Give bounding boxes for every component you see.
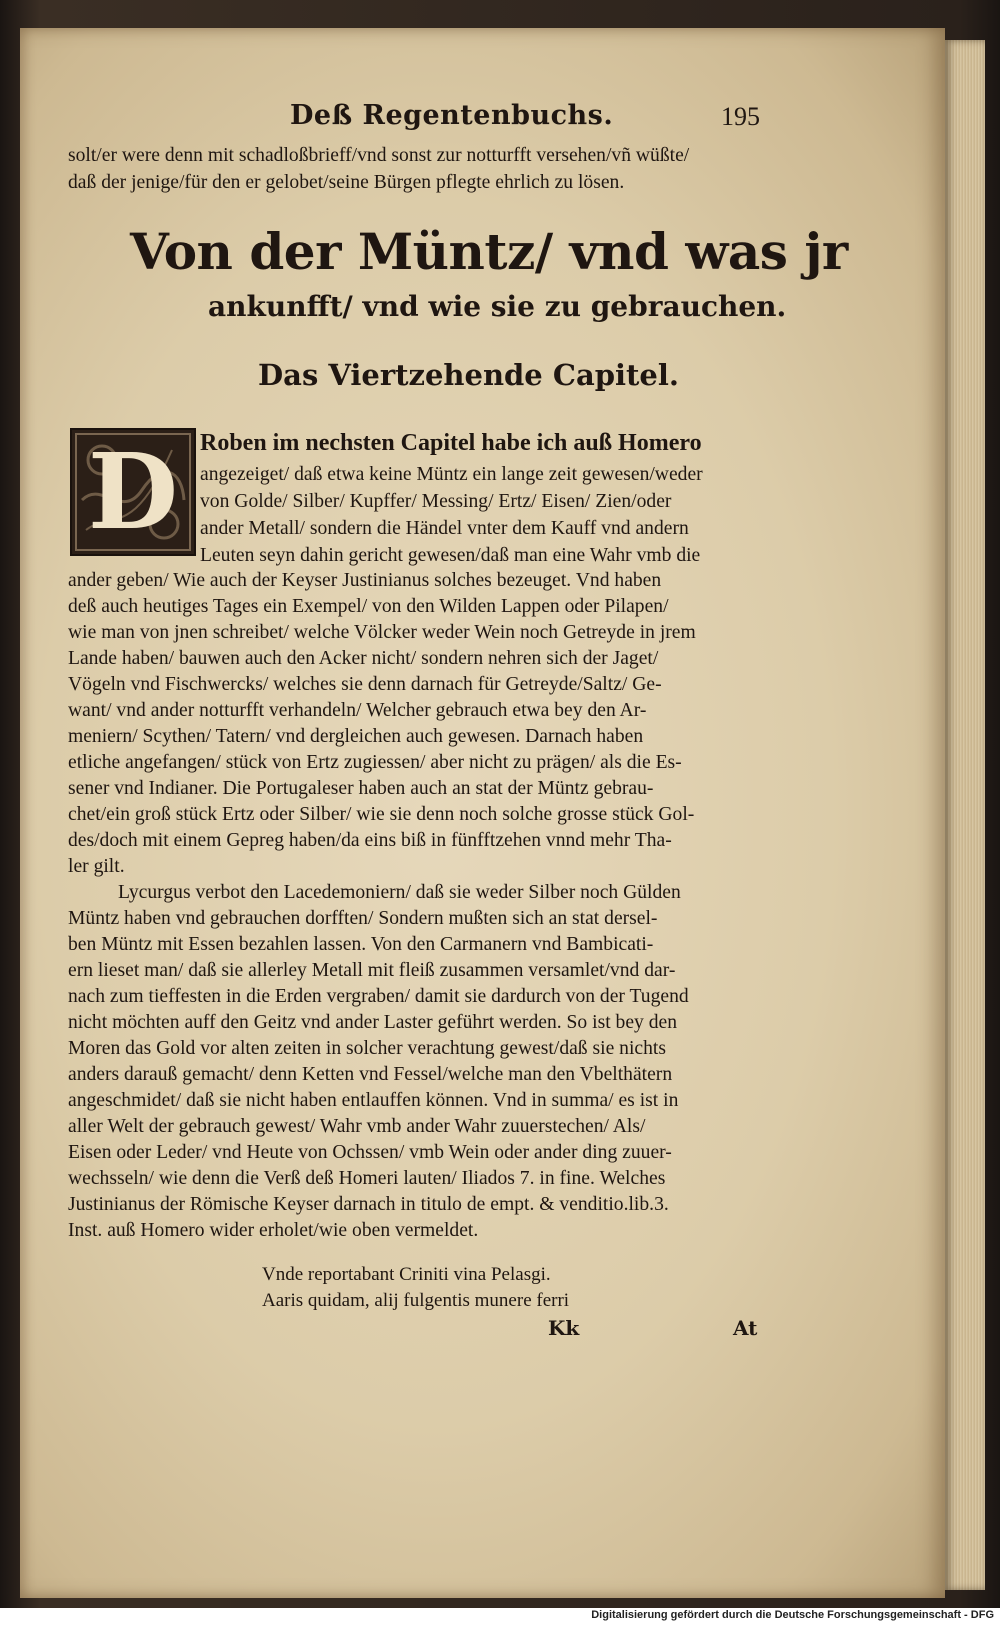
body-line: des/doch mit einem Gepreg haben/da eins biß in fünfftzehen vnnd mehr Tha- [68,830,672,851]
decorated-initial [70,428,196,556]
body-line: deß auch heutiges Tages ein Exempel/ von den Wilden Lappen oder Pilapen/ [68,596,669,617]
body-line: ben Müntz mit Essen bezahlen lassen. Von den Carmanern vnd Bambicati- [68,934,654,955]
running-header [290,100,760,140]
body-line: chet/ein groß stück Ertz oder Silber/ wie sie denn noch solche grosse stück Gol- [68,804,695,825]
body-line: ander geben/ Wie auch der Keyser Justinianus solches bezeuget. Vnd haben [68,570,662,591]
body-line: Leuten seyn dahin gericht gewesen/daß man eine Wahr vmb die [200,545,701,566]
page-edges [945,40,985,1590]
body-line: aller Welt der gebrauch gewest/ Wahr vmb ander Wahr zuuerstechen/ Als/ [68,1116,646,1137]
body-line: Vögeln vnd Fischwercks/ welches sie denn darnach für Getreyde/Saltz/ Ge- [68,674,662,695]
body-line: Lande haben/ bauwen auch den Acker nicht/ sondern nehren sich der Jaget/ [68,648,659,669]
latin-verse-line: Aaris quidam, alij fulgentis munere ferri [262,1290,570,1311]
running-title: Deß Regentenbuchs. [290,100,614,131]
initial-letter: D [87,430,179,553]
body-line: von Golde/ Silber/ Kupffer/ Messing/ Ertz/ Eisen/ Zien/oder [200,491,672,512]
body-line: ander Metall/ sondern die Händel vnter dem Kauff vnd andern [200,518,689,539]
intro-line: daß der jenige/für den er gelobet/seine Bürgen pflegte ehrlich zu lösen. [68,172,625,193]
body-line: etliche angefangen/ stück von Ertz zugiessen/ aber nicht zu prägen/ als die Es- [68,752,682,773]
body-line: meniern/ Scythen/ Tatern/ vnd dergleichen auch gewesen. Darnach haben [68,726,644,747]
latin-verse-line: Vnde reportabant Criniti vina Pelasgi. [262,1264,551,1285]
body-line: Lycurgus verbot den Lacedemoniern/ daß sie weder Silber noch Gülden [118,882,681,903]
body-line: ler gilt. [68,856,125,877]
body-line: wechsseln/ wie denn die Verß deß Homeri lauten/ Iliados 7. in fine. Welches [68,1168,666,1189]
body-line: angeschmidet/ daß sie nicht haben entlauffen können. Vnd in summa/ es ist in [68,1090,679,1111]
body-line: Eisen oder Leder/ vnd Heute von Ochssen/ vmb Wein oder ander ding zuuer- [68,1142,672,1163]
body-line: Roben im nechsten Capitel habe ich auß Homero [200,430,702,456]
signature-mark: Kk [548,1316,580,1340]
body-line: anders darauß gemacht/ denn Ketten vnd Fessel/welche man den Vbelthätern [68,1064,673,1085]
funding-footer: Digitalisierung gefördert durch die Deutsche Forschungsgemeinschaft - DFG [591,1609,994,1621]
intro-line: solt/er were denn mit schadloßbrieff/vnd sonst zur notturfft versehen/vñ wüßte/ [68,145,690,166]
body-line: angezeiget/ daß etwa keine Müntz ein lange zeit gewesen/weder [200,464,703,485]
body-line: want/ vnd ander notturfft verhandeln/ Welcher gebrauch etwa bey den Ar- [68,700,647,721]
body-line: ern lieset man/ daß sie allerley Metall mit fleiß zusammen versamlet/vnd dar- [68,960,676,981]
section-title: Von der Müntz/ vnd was jr [130,222,848,281]
body-line: Moren das Gold vor alten zeiten in solcher verachtung gewest/daß sie nichts [68,1038,666,1059]
body-line: Inst. auß Homero wider erholet/wie oben vermeldet. [68,1220,479,1241]
body-line: Müntz haben vnd gebrauchen dorfften/ Sondern mußten sich an stat dersel- [68,908,658,929]
body-line: nicht möchten auff den Geitz vnd ander Laster geführt werden. So ist bey den [68,1012,678,1033]
body-line: nach zum tieffesten in die Erden vergraben/ damit sie dardurch von der Tugend [68,986,689,1007]
section-subtitle: ankunfft/ vnd wie sie zu gebrauchen. [208,290,787,323]
catchword: At [733,1316,758,1340]
body-line: sener vnd Indianer. Die Portugaleser haben auch an stat der Müntz gebrau- [68,778,654,799]
body-line: wie man von jnen schreibet/ welche Völcker weder Wein noch Getreyde in jrem [68,622,696,643]
body-line: Justinianus der Römische Keyser darnach in titulo de empt. & venditio.lib.3. [68,1194,669,1215]
chapter-heading: Das Viertzehende Capitel. [258,358,679,392]
page-number: 195 [721,102,760,131]
